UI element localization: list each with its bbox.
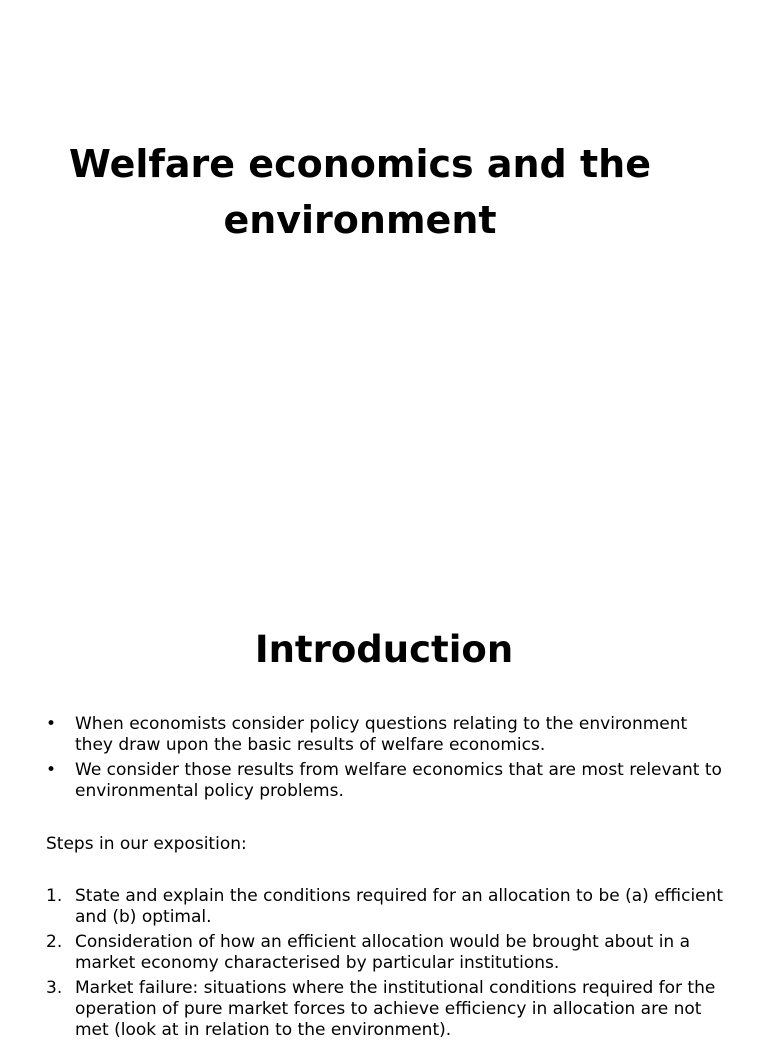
step-item bbox=[46, 932, 726, 974]
step-number: 2. bbox=[46, 932, 63, 952]
step-text: Market failure: situations where the institutional conditions required for the operation of pure market forces to achieve efficiency in allocation are not met (look at in relation to the environment). bbox=[75, 978, 716, 1040]
step-number: 3. bbox=[46, 978, 63, 998]
introduction-slide bbox=[0, 576, 768, 1040]
bullet-list bbox=[46, 714, 726, 806]
slide-title-line-2: environment bbox=[223, 198, 497, 242]
bullet-text: When economists consider policy questions relating to the environment they draw upon the basic results of welfare economics. bbox=[75, 714, 688, 755]
bullet-dot: • bbox=[46, 760, 57, 780]
step-item bbox=[46, 886, 726, 928]
bullet-dot: • bbox=[46, 714, 57, 734]
slide-title-line-1: Welfare economics and the bbox=[69, 142, 651, 186]
steps-label: Steps in our exposition: bbox=[46, 834, 247, 854]
step-item bbox=[46, 978, 726, 1041]
bullet-item bbox=[46, 714, 726, 756]
step-text: State and explain the conditions required for an allocation to be (a) efficient and (b) optimal. bbox=[75, 886, 724, 927]
steps-list bbox=[46, 886, 726, 1045]
step-number: 1. bbox=[46, 886, 63, 906]
step-text: Consideration of how an efficient allocation would be brought about in a market economy characterised by particular institutions. bbox=[75, 932, 691, 973]
slide-title bbox=[40, 136, 680, 248]
bullet-item bbox=[46, 760, 726, 802]
introduction-title: Introduction bbox=[254, 628, 514, 671]
bullet-text: We consider those results from welfare economics that are most relevant to environmental policy problems. bbox=[75, 760, 722, 801]
